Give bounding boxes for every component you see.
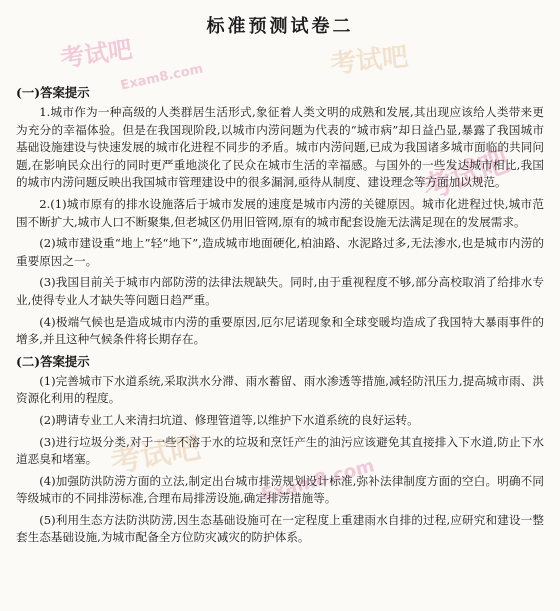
answer-paragraph: 1.城市作为一种高级的人类群居生活形式,象征着人类文明的成熟和发展,其出现应该给人类带来更为充分的幸福体验。但是在我国现阶段,以城市内涝问题为代表的“城市病”却日益凸显,暴露了我国城市基础设施建设与快速发展的城市化进程不同步的矛盾。城市内涝问题,已成为我国诸多城市面临的共同问题,在影响民众出行的同时更严重地淡化了民众在城市生活的幸福感。与国外的一些发达城市相比,我国的城市内涝问题反映出我国城市管理建设中的很多漏洞,亟待从制度、建设理念等方面加以规范。 — [16, 105, 544, 190]
answer-paragraph: (1)完善城市下水道系统,采取洪水分滞、雨水蓄留、雨水渗透等措施,减轻防汛压力,提高城市雨、洪资源化利用的程度。 — [16, 373, 544, 406]
answer-paragraph: (5)利用生态方法防洪防涝,因生态基础设施可在一定程度上重建雨水自排的过程,应研究和建设一整套生态基础设施,为城市配备全方位防灾减灾的防护体系。 — [16, 512, 544, 545]
watermark: Exam8.com — [119, 61, 205, 94]
answer-paragraph: (4)加强防洪防涝方面的立法,制定出台城市排涝规划设计标准,弥补法律制度方面的空白。明确不同等级城市的不同排涝标准,合理布局排涝设施,确定排涝措施等。 — [16, 473, 544, 506]
answer-paragraph: (3)进行垃圾分类,对于一些不溶于水的垃圾和烹饪产生的油污应该避免其直接排入下水道,防止下水道恶臭和堵塞。 — [16, 434, 544, 467]
answer-paragraph: (2)城市建设重“地上”轻“地下”,造成城市地面硬化,柏油路、水泥路过多,无法渗水,也是城市内涝的重要原因之一。 — [16, 236, 544, 268]
document-page — [16, 10, 544, 551]
watermark: Exam8.com — [259, 455, 377, 506]
watermark: 考试吧 — [58, 35, 134, 73]
watermark: 考试吧 — [108, 430, 203, 481]
section-heading: (二)答案提示 — [16, 353, 90, 369]
answer-paragraph: 2.(1)城市原有的排水设施落后于城市发展的速度是城市内涝的关键原因。城市化进程过快,城市范围不断扩大,城市人口不断聚集,但老城区仍用旧管网,原有的城市配套设施无法满足现在的发展需求。 — [16, 196, 544, 229]
section-heading: (一)答案提示 — [16, 85, 90, 100]
answer-paragraph: (3)我国目前关于城市内部防涝的法律法规缺失。同时,由于重视程度不够,部分高校取消了给排水专业,使得专业人才缺失等问题日趋严重。 — [16, 275, 544, 307]
watermark: 考试吧 — [328, 41, 410, 80]
watermark: 考试吧 — [417, 143, 515, 208]
answer-paragraph: (2)聘请专业工人来清扫坑道、修理管道等,以维护下水道系统的良好运转。 — [39, 412, 419, 427]
page-title: 标准预测试卷二 — [206, 16, 354, 37]
answer-paragraph: (4)极端气候也是造成城市内涝的重要原因,厄尔尼诺现象和全球变暖均造成了我国特大暴雨事件的增多,并且这种气候条件将长期存在。 — [16, 314, 544, 347]
